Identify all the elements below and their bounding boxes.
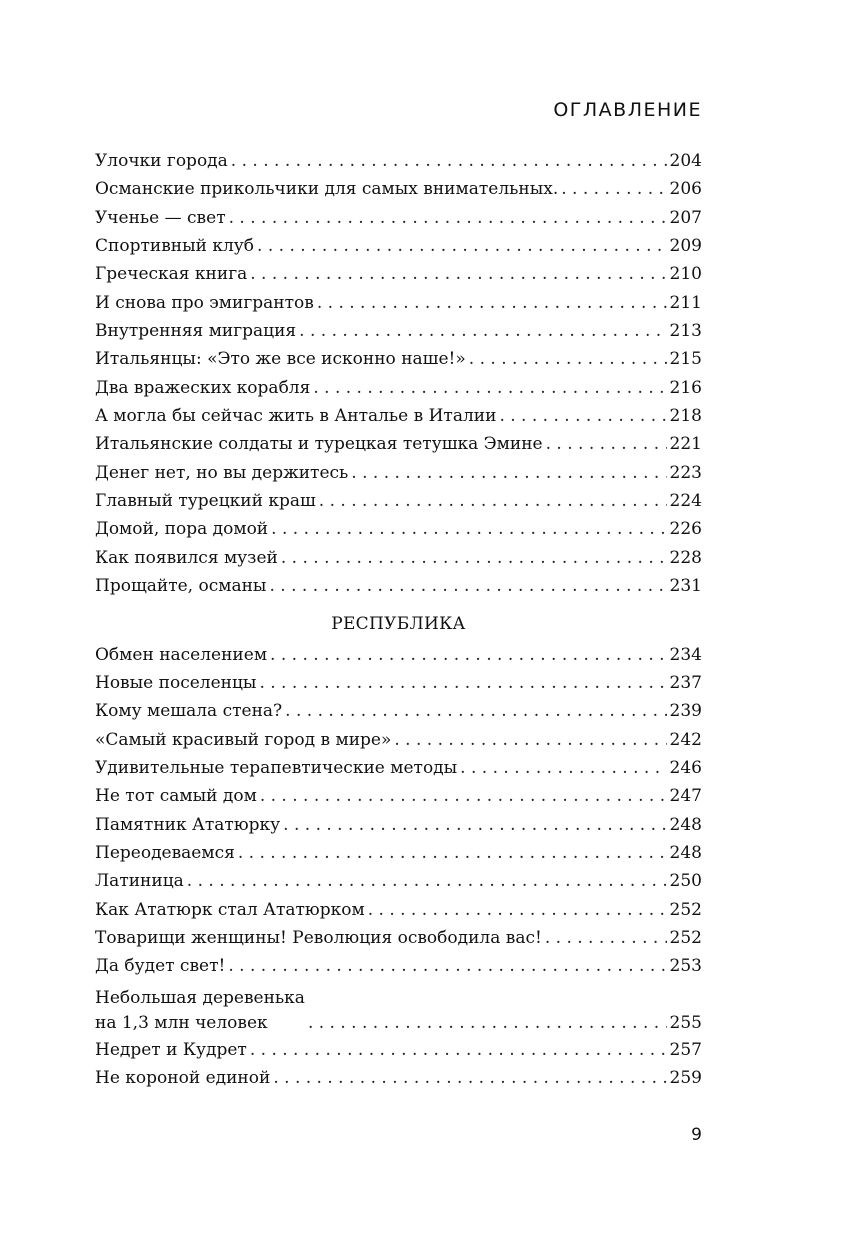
dot-leader	[250, 260, 666, 288]
toc-entry	[95, 782, 702, 810]
toc-entry	[95, 402, 702, 430]
toc-entry	[95, 896, 702, 924]
toc-entry	[95, 952, 702, 980]
toc-entry	[95, 289, 702, 317]
toc-entry-title: Удивительные терапевтические методы	[95, 757, 458, 778]
dot-leader	[271, 515, 666, 543]
toc-entry-page: 253	[669, 956, 702, 977]
dot-leader	[299, 317, 666, 345]
toc-entry-title: Да будет свет!	[95, 956, 226, 977]
toc-entry-title: Товарищи женщины! Революция освободила вас!	[95, 927, 542, 948]
toc-entry-title: Греческая книга	[95, 264, 248, 285]
toc-entry	[95, 147, 702, 175]
toc-entry-title: Спортивный клуб	[95, 236, 255, 257]
toc-entry	[95, 1036, 702, 1064]
toc-entry	[95, 260, 702, 288]
toc-entry-page: 221	[669, 434, 702, 455]
toc-part-2	[95, 641, 702, 1093]
toc-entry-page: 210	[669, 264, 702, 285]
table-of-contents	[95, 147, 702, 1092]
toc-entry-page: 228	[669, 547, 702, 568]
dot-leader	[231, 147, 667, 175]
toc-entry-page: 213	[669, 321, 702, 342]
dot-leader	[394, 726, 666, 754]
toc-entry	[95, 867, 702, 895]
dot-leader	[317, 289, 667, 317]
toc-entry-title: Домой, пора домой	[95, 519, 269, 540]
toc-entry-title: Новые поселенцы	[95, 672, 257, 693]
toc-entry-title: Османские прикольчики для самых внимательных.	[95, 179, 559, 200]
toc-entry	[95, 232, 702, 260]
toc-entry-page: 224	[669, 491, 702, 512]
toc-entry	[95, 981, 702, 1036]
dot-leader	[250, 1036, 667, 1064]
dot-leader	[238, 839, 667, 867]
toc-entry	[95, 317, 702, 345]
toc-entry-title: Обмен населением	[95, 644, 268, 665]
toc-entry-page: 211	[669, 292, 702, 313]
toc-entry	[95, 697, 702, 725]
toc-entry-page: 207	[669, 207, 702, 228]
toc-entry-title: Прощайте, османы	[95, 576, 267, 597]
toc-entry-title: Кому мешала стена?	[95, 701, 283, 722]
dot-leader	[257, 232, 667, 260]
toc-entry	[95, 487, 702, 515]
dot-leader	[351, 459, 666, 487]
dot-leader	[469, 345, 667, 373]
toc-entry-title: Как появился музей	[95, 547, 278, 568]
toc-entry	[95, 572, 702, 600]
toc-entry	[95, 754, 702, 782]
toc-entry-page: 209	[669, 236, 702, 257]
toc-entry-title: Улочки города	[95, 151, 228, 171]
toc-entry-title: Не короной единой	[95, 1067, 271, 1088]
toc-entry-page: 239	[669, 701, 702, 722]
dot-leader	[460, 754, 666, 782]
toc-entry-title: Внутренняя миграция	[95, 321, 297, 342]
toc-entry-page: 242	[669, 729, 702, 750]
toc-entry-page: 248	[669, 842, 702, 863]
toc-entry-page: 216	[669, 377, 702, 398]
toc-entry-page: 204	[669, 151, 702, 171]
toc-entry-title: Итальянские солдаты и турецкая тетушка Эмине	[95, 434, 543, 455]
toc-entry-title: Два вражеских корабля	[95, 377, 311, 398]
dot-leader	[273, 1064, 666, 1092]
toc-entry	[95, 204, 702, 232]
toc-entry-title: Недрет и Кудрет	[95, 1039, 247, 1060]
toc-entry-page: 246	[669, 757, 702, 778]
toc-entry-title: Ученье — свет	[95, 207, 226, 228]
toc-entry-title: Как Ататюрк стал Ататюрком	[95, 899, 365, 920]
toc-entry	[95, 430, 702, 458]
dot-leader	[313, 374, 666, 402]
dot-leader	[187, 867, 667, 895]
dot-leader	[270, 641, 667, 669]
toc-entry	[95, 839, 702, 867]
toc-entry	[95, 811, 702, 839]
toc-entry-title: А могла бы сейчас жить в Анталье в Италии	[95, 406, 497, 427]
dot-leader	[319, 487, 667, 515]
dot-leader	[499, 402, 666, 430]
toc-entry-page: 218	[669, 406, 702, 427]
toc-part-1	[95, 147, 702, 601]
toc-entry	[95, 459, 702, 487]
dot-leader	[368, 896, 667, 924]
toc-entry-title: Латиница	[95, 871, 184, 892]
toc-entry	[95, 726, 702, 754]
toc-entry-page: 231	[669, 576, 702, 597]
toc-entry-title: «Самый красивый город в мире»	[95, 729, 392, 750]
dot-leader	[285, 697, 666, 725]
toc-entry	[95, 374, 702, 402]
toc-entry-title: Итальянцы: «Это же все исконно наше!»	[95, 349, 466, 370]
dot-leader	[260, 782, 667, 810]
dot-leader	[281, 544, 667, 572]
dot-leader	[228, 952, 666, 980]
toc-entry-title: Не тот самый дом	[95, 786, 257, 807]
toc-entry-page: 234	[669, 644, 702, 665]
toc-entry	[95, 345, 702, 373]
dot-leader	[229, 204, 667, 232]
toc-entry-page: 247	[669, 786, 702, 807]
toc-entry-title: Памятник Ататюрку	[95, 814, 281, 835]
toc-entry-page: 215	[669, 349, 702, 370]
dot-leader	[545, 924, 667, 952]
toc-entry-title: Небольшая деревенька на 1,3 млн человек	[95, 987, 305, 1033]
toc-entry-page: 255	[669, 1012, 702, 1033]
toc-entry-title: Главный турецкий краш	[95, 491, 316, 512]
toc-entry-page: 237	[669, 672, 702, 693]
toc-entry	[95, 924, 702, 952]
toc-entry-page: 226	[669, 519, 702, 540]
toc-entry-page: 252	[669, 899, 702, 920]
dot-leader	[283, 811, 666, 839]
dot-leader	[561, 175, 666, 203]
toc-entry-title: Денег нет, но вы держитесь	[95, 462, 349, 483]
page-header: ОГЛАВЛЕНИЕ	[553, 99, 702, 121]
toc-entry	[95, 641, 702, 669]
toc-entry	[95, 1064, 702, 1092]
toc-entry-page: 257	[669, 1039, 702, 1060]
toc-entry-page: 252	[669, 927, 702, 948]
toc-entry-title: И снова про эмигрантов	[95, 292, 314, 313]
toc-entry	[95, 669, 702, 697]
toc-entry-page: 248	[669, 814, 702, 835]
toc-entry-page: 206	[669, 179, 702, 200]
section-heading: РЕСПУБЛИКА	[331, 613, 466, 634]
toc-entry-title: Переодеваемся	[95, 842, 235, 863]
toc-entry	[95, 175, 702, 203]
toc-entry	[95, 515, 702, 543]
toc-entry	[95, 544, 702, 572]
dot-leader	[546, 430, 667, 458]
dot-leader	[308, 1011, 667, 1036]
toc-entry-page: 259	[669, 1067, 702, 1088]
page-number: 9	[691, 1125, 702, 1145]
dot-leader	[259, 669, 666, 697]
dot-leader	[269, 572, 666, 600]
toc-entry-page: 250	[669, 871, 702, 892]
toc-entry-page: 223	[669, 462, 702, 483]
